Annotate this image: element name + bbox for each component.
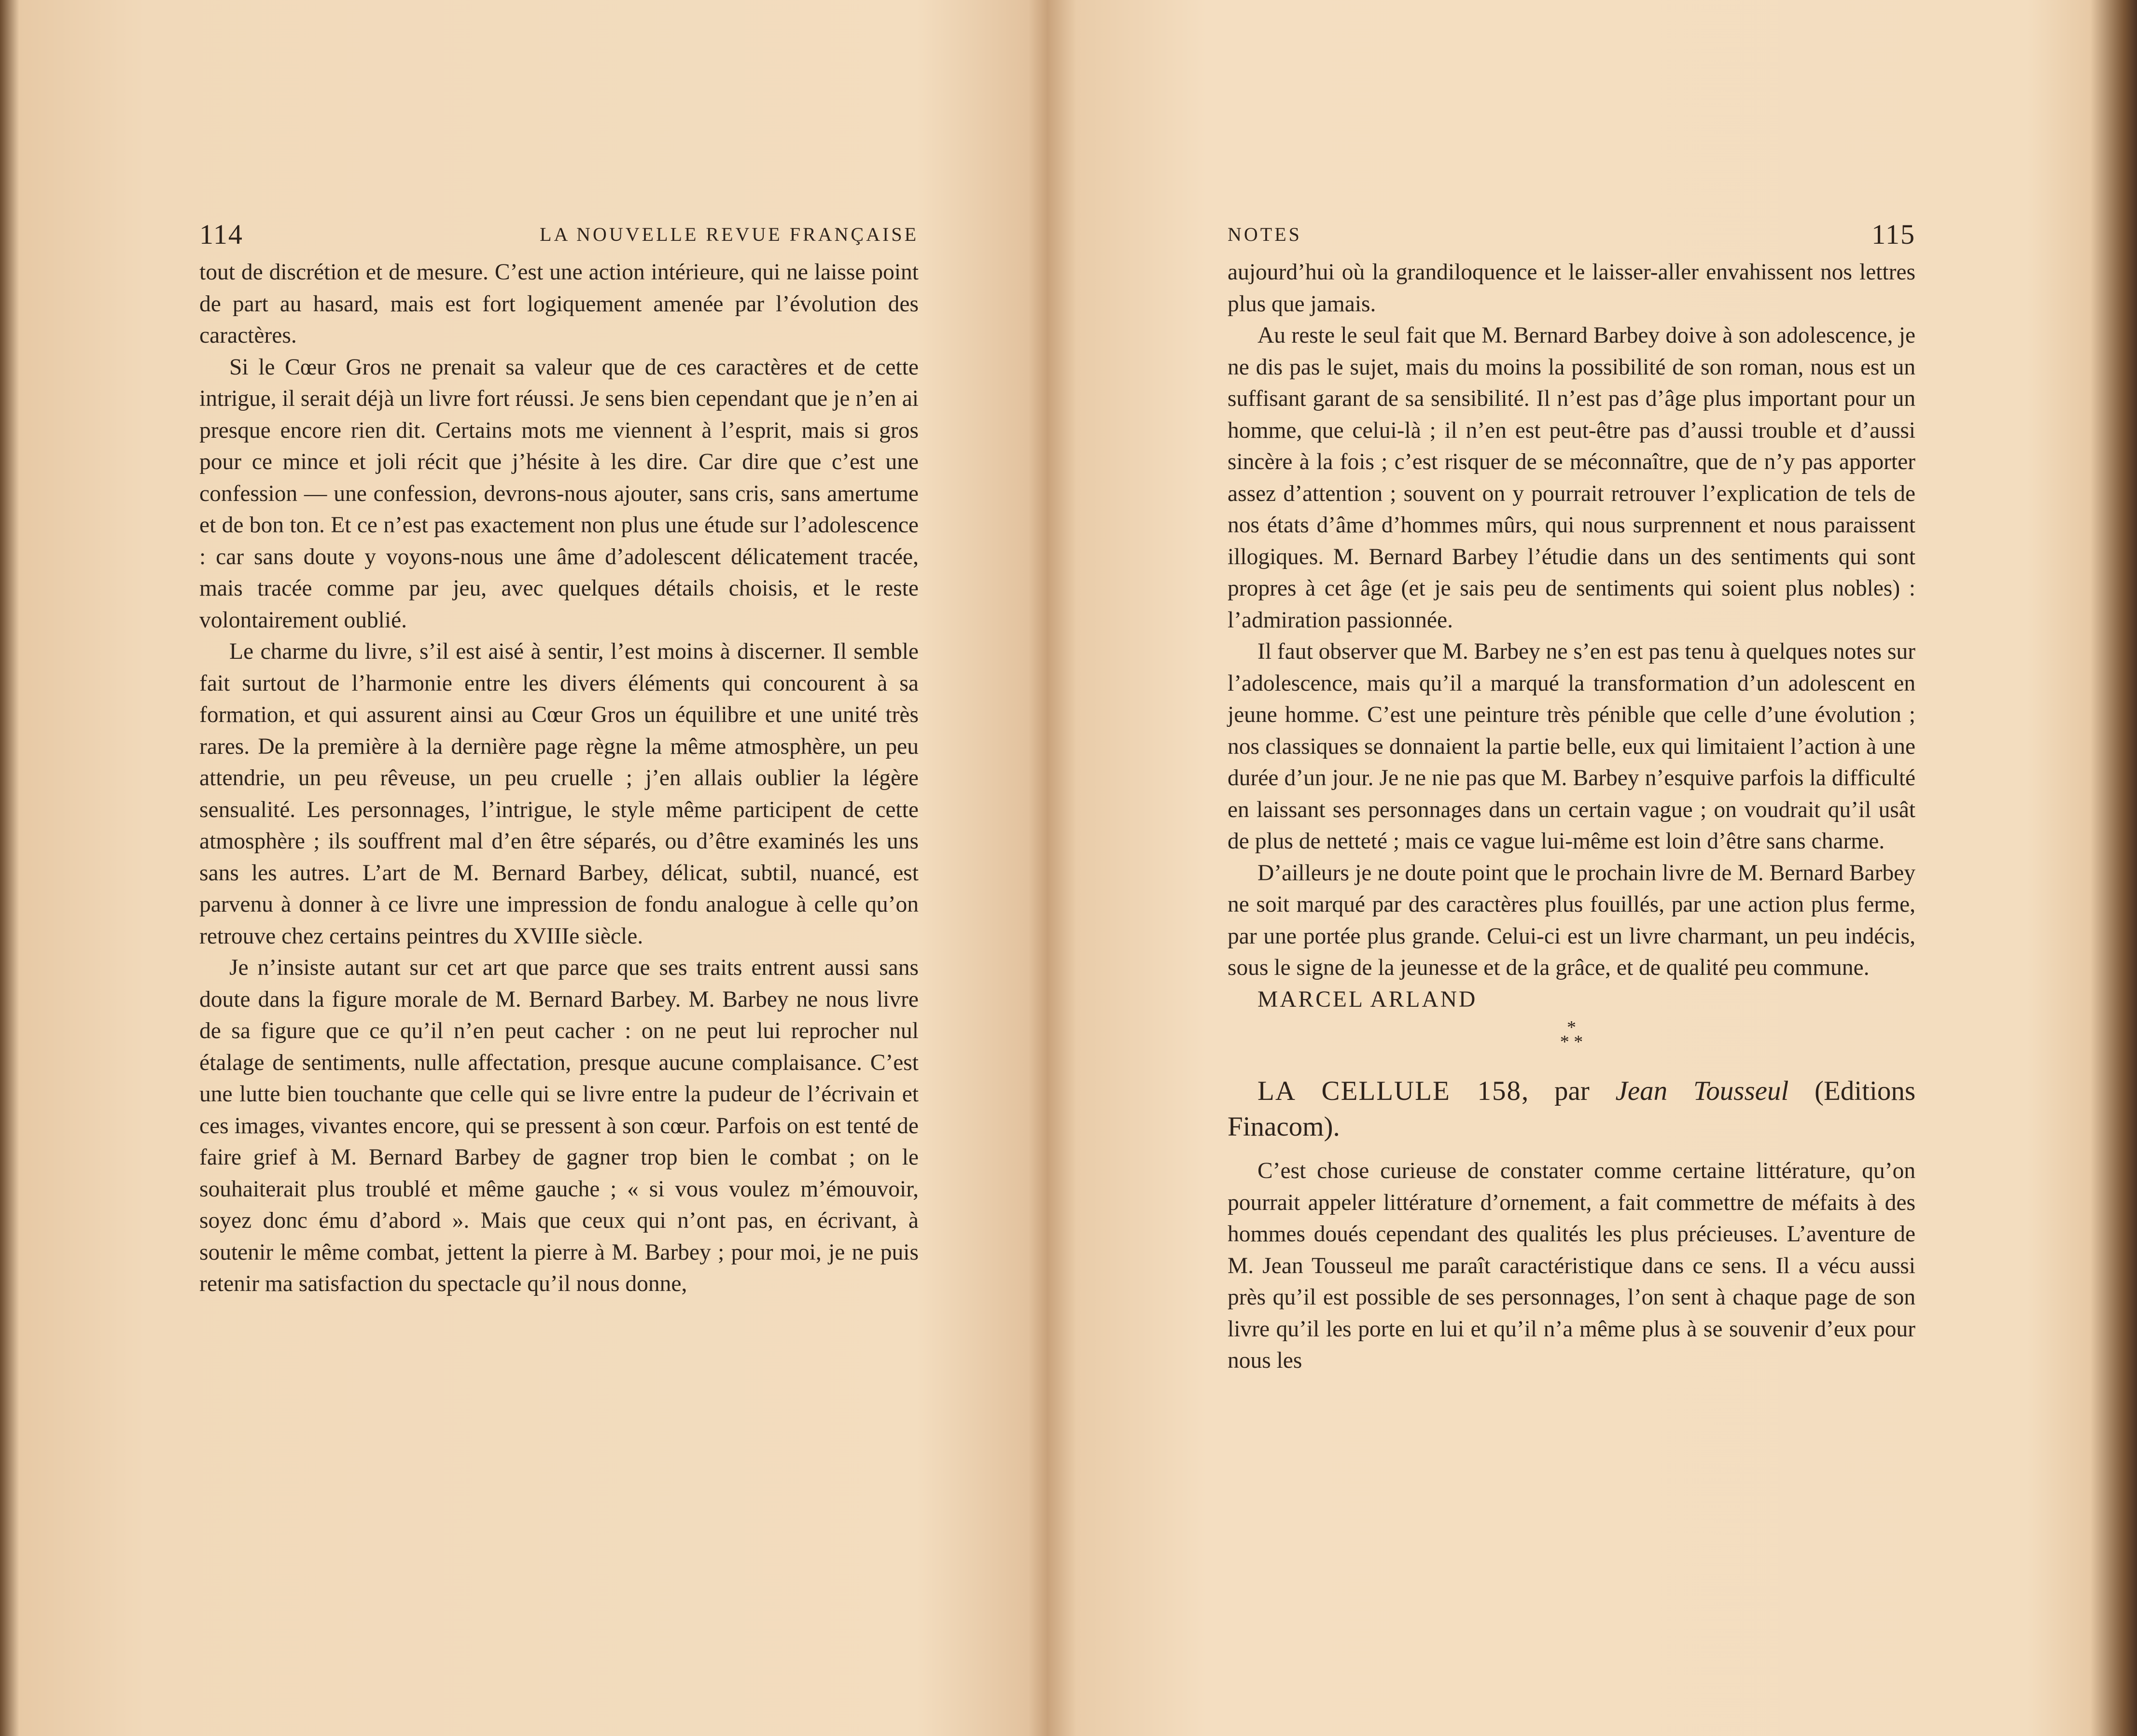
review-heading [1228,1073,1915,1145]
page-number-right: 115 [1872,219,1915,250]
asterism-divider [1228,1015,1915,1064]
paragraph: Au reste le seul fait que M. Bernard Barbey doive à son adolescence, je ne dis pas le sujet, mais du moins la possibilité de son roman, nous est un suffisant garant de sa sensibilité. Il n’est pas d’âge plus important pour un homme, que celui-là ; il n’en est peut-être pas d’aussi trouble et d’aussi sincère à la fois ; c’est risquer de se méconnaître, que de n’y pas apporter assez d’attention ; souvent on y pourrait retrouver l’explication de tels de nos états d’âme d’hommes mûrs, qui nous surprennent et nous paraissent illogiques. M. Bernard Barbey l’étudie dans un des sentiments qui sont propres à cet âge (et je sais peu de sentiments qui soient plus nobles) : l’admiration passionnée. [1228,323,1915,633]
review-by: , par [1522,1076,1616,1106]
page-number-left: 114 [199,219,243,250]
left-page-column [199,212,919,1300]
paragraph: Je n’insiste autant sur cet art que parce que ses traits entrent aussi sans doute dans la figure morale de M. Bernard Barbey. M. Barbey ne nous livre de sa figure que ce qu’il n’en peut cacher : on ne peut lui reprocher nul étalage de sentiments, nulle affectation, presque aucune complaisance. C’est une lutte bien touchante que celle qui se livre entre la pudeur de l’écrivain et ces images, vivantes encore, qui se pressent à son cœur. Parfois on est tenté de faire grief à M. Bernard Barbey de gagner trop bien le combat ; on le souhaiterait plus troublé et même gauche ; « si vous voulez m’émouvoir, soyez donc ému d’abord ». Mais que ceux qui n’ont pas, en écrivant, à soutenir le même combat, jettent la pierre à M. Barbey ; pour moi, je ne puis retenir ma satisfaction du spectacle qu’il nous donne, [199,955,919,1296]
paragraph: C’est chose curieuse de constater comme certaine littérature, qu’on pourrait appeler littérature d’ornement, a fait commettre de méfaits à des hommes doués cependant des qualités les plus précieuses. L’aventure de M. Jean Tousseul me paraît caractéristique dans ce sens. Il a vécu aussi près qu’il est possible de ses personnages, l’on sent à chaque page de son livre qu’il les porte en lui et qu’il n’a même plus à se souvenir d’eux pour nous les [1228,1158,1915,1373]
review-book-title: LA CELLULE 158 [1257,1076,1522,1106]
left-page [14,0,1048,1736]
paragraph: D’ailleurs je ne doute point que le prochain livre de M. Bernard Barbey ne soit marqué par des caractères plus fouillés, par une action plus ferme, par une portée plus grande. Celui-ci est un livre charmant, un peu indécis, sous le signe de la jeunesse et de la grâce, et de qualité peu commune. [1228,860,1915,980]
left-page-body [199,257,919,1300]
asterism-top: * [1567,1017,1576,1038]
paragraph: Si le Cœur Gros ne prenait sa valeur que de ces caractères et de cette intrigue, il serait déjà un livre fort réussi. Je sens bien cependant que je n’en ai presque encore rien dit. Certains mots me viennent à l’esprit, mais si gros pour ce mince et joli récit que j’hésite à les dire. Car dire que c’est une confession — une confession, devrons-nous ajouter, sans cris, sans amertume et de bon ton. Et ce n’est pas exactement non plus une étude sur l’adolescence : car sans doute y voyons-nous une âme d’adolescent délicatement tracée, mais tracée comme par jeu, avec quelques détails choisis, et le reste volontairement oublié. [199,354,919,633]
right-page-column [1228,212,1915,1377]
right-page-body [1228,257,1915,1377]
left-page-header [199,212,919,257]
paragraph: Il faut observer que M. Barbey ne s’en est pas tenu à quelques notes sur l’adolescence, mais qu’il a marqué la transformation d’un adolescent en jeune homme. C’est une peinture très pénible que celle d’une évolution ; nos classiques se donnaient la partie belle, eux qui limitaient l’action à une durée d’un jour. Je ne nie pas que M. Barbey n’esquive parfois la difficulté en laissant ses personnages dans un certain vague ; on voudrait qu’il usât de plus de netteté ; mais ce vague lui-même est loin d’être sans charme. [1228,639,1915,854]
paragraph: Le charme du livre, s’il est aisé à sentir, l’est moins à discerner. Il semble fait surtout de l’harmonie entre les divers éléments qui concourent à sa formation, et qui assurent ainsi au Cœur Gros un équilibre et une unité très rares. De la première à la dernière page règne la même atmosphère, un peu attendrie, un peu rêveuse, un peu cruelle ; j’en allais oublier la légère sensualité. Les personnages, l’intrigue, le style même participent de cette atmosphère ; ils souffrent mal d’en être séparés, ou d’être examinés les uns sans les autres. L’art de M. Bernard Barbey, délicat, subtil, nuancé, est parvenu à donner à ce livre une impression de fondu analogue à celle qu’on retrouve chez certains peintres du XVIIIe siècle. [199,639,919,949]
review-publisher: (Editions Finacom). [1228,1076,1916,1142]
review-signature: MARCEL ARLAND [1257,986,1478,1012]
right-page-header [1228,212,1915,257]
paragraph: aujourd’hui où la grandiloquence et le laisser-aller envahissent nos lettres plus que jamais. [1228,260,1915,317]
running-head-left: LA NOUVELLE REVUE FRANÇAISE [540,223,919,245]
asterism-bottom: * * [1560,1032,1583,1052]
review-author: Jean Tousseul [1615,1076,1789,1106]
running-head-right: NOTES [1228,223,1302,245]
right-page [1048,0,2124,1736]
paragraph: tout de discrétion et de mesure. C’est une action intérieure, qui ne laisse point de part au hasard, mais est fort logiquement amenée par l’évolution des caractères. [199,260,919,348]
